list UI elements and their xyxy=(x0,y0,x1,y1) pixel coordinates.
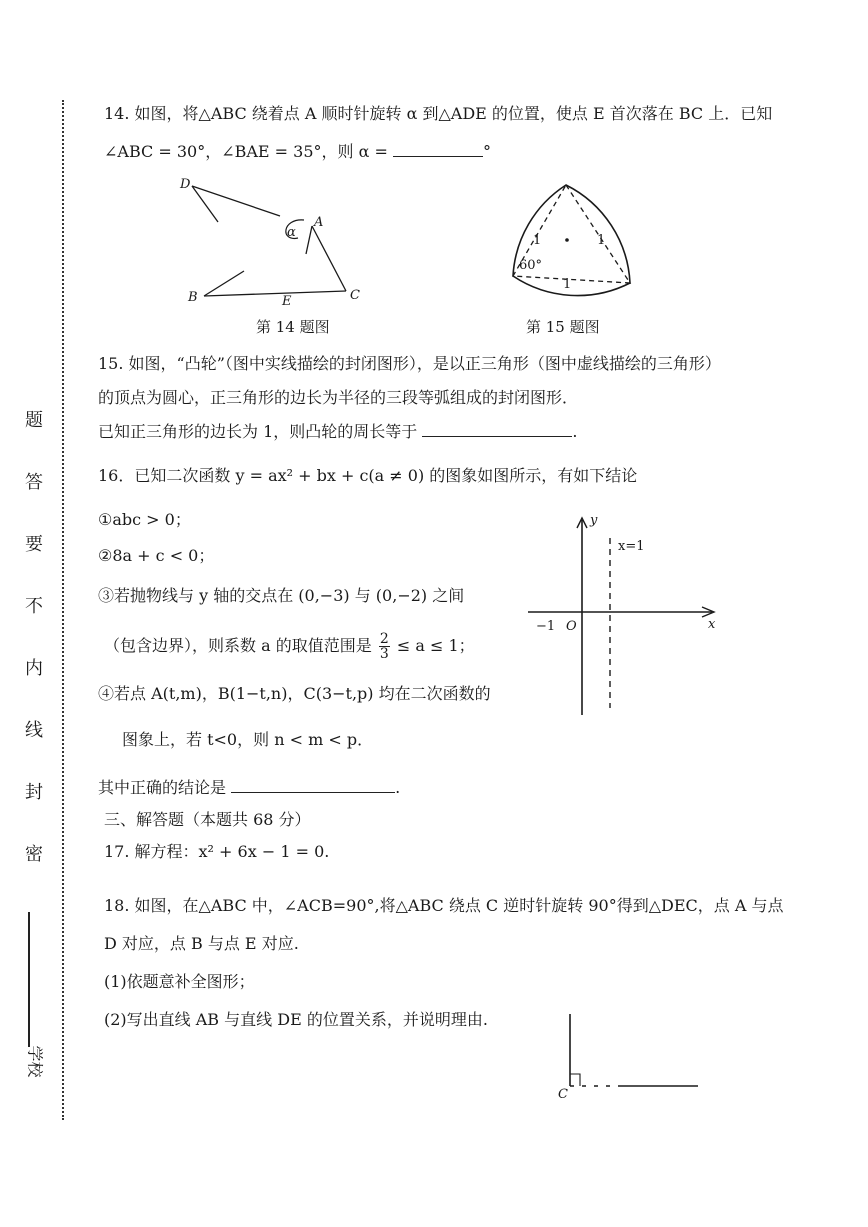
binding-char: 内 xyxy=(25,658,43,679)
q14-answer-blank[interactable] xyxy=(393,140,483,157)
q15-period: . xyxy=(572,422,578,441)
side-label-bottom: 1 xyxy=(563,277,572,292)
label-D: D xyxy=(180,177,191,192)
segment-DA xyxy=(192,186,280,216)
q15-text-line3 xyxy=(98,420,577,442)
binding-fill-line xyxy=(28,912,30,1047)
q16-conclusion-2: ②8a + c < 0； xyxy=(98,546,215,565)
binding-seal-text xyxy=(22,412,46,908)
q16-answer-prompt: 其中正确的结论是 xyxy=(98,778,227,797)
label-C: C xyxy=(558,1087,568,1102)
q16-conclusion-4a: ④若点 A(t,m)，B(1−t,n)，C(3−t,p) 均在二次函数的 xyxy=(98,684,491,703)
q16-period: . xyxy=(395,778,401,797)
q14-condition: ∠ABC = 30°，∠BAE = 35°，则 α = xyxy=(104,142,388,161)
segment-BA-partial xyxy=(204,271,244,296)
label-A: A xyxy=(314,215,324,230)
q15-caption: 第 15 题图 xyxy=(526,318,600,336)
binding-char: 线 xyxy=(25,720,43,741)
q18-text-line1: 18. 如图，在△ABC 中，∠ACB=90°,将△ABC 绕点 C 逆时针旋转 90°得到△DEC，点 A 与点 xyxy=(104,896,784,915)
label-C: C xyxy=(350,288,360,303)
q15-answer-blank[interactable] xyxy=(422,420,572,437)
binding-school-label: 学校 xyxy=(25,1045,45,1078)
fraction-numerator: 2 xyxy=(379,631,389,647)
fraction-two-thirds xyxy=(379,632,390,661)
q18-part2: (2)写出直线 AB 与直线 DE 的位置关系，并说明理由. xyxy=(104,1010,488,1029)
q16-answer-line xyxy=(98,776,400,798)
q15-text-line2: 的顶点为圆心，正三角形的边长为半径的三段等弧组成的封闭图形． xyxy=(98,388,579,407)
right-angle-mark xyxy=(570,1074,580,1086)
q16-conclusion-1: ①abc > 0； xyxy=(98,510,191,529)
symmetry-axis-label: x=1 xyxy=(618,539,645,554)
segment-AE-partial xyxy=(306,226,312,254)
side-label-left: 1 xyxy=(533,233,542,248)
q14-text-line2 xyxy=(104,140,491,162)
origin-label: O xyxy=(566,619,577,634)
label-E: E xyxy=(282,294,292,309)
binding-dotted-line xyxy=(62,100,64,1120)
binding-char: 要 xyxy=(25,534,43,555)
q14-degree: ° xyxy=(483,142,492,161)
section3-title: 三、解答题（本题共 68 分） xyxy=(104,810,311,829)
x-axis-label: x xyxy=(708,617,716,632)
q14-figure xyxy=(170,170,370,315)
binding-char: 密 xyxy=(25,844,43,865)
q15-question: 已知正三角形的边长为 1，则凸轮的周长等于 xyxy=(98,422,418,441)
q16-answer-blank[interactable] xyxy=(231,776,395,793)
q16-conclusion-4b: 图象上，若 t<0，则 n < m < p． xyxy=(122,730,374,749)
label-B: B xyxy=(188,290,198,305)
binding-char: 题 xyxy=(25,410,43,431)
q16-range-end: ≤ a ≤ 1； xyxy=(396,636,475,655)
neg-one-tick: −1 xyxy=(536,619,556,634)
fraction-denominator: 3 xyxy=(379,646,389,662)
q15-figure xyxy=(505,178,645,303)
q16-range-text: （包含边界），则系数 a 的取值范围是 xyxy=(104,636,372,655)
binding-char: 不 xyxy=(25,596,43,617)
q14-text-line1: 14. 如图，将△ABC 绕着点 A 顺时针旋转 α 到△ADE 的位置，使点 E 首次落在 BC 上．已知 xyxy=(104,104,773,123)
binding-char: 封 xyxy=(25,782,43,803)
segment-BC xyxy=(204,291,346,296)
center-dot xyxy=(565,238,569,242)
binding-char: 答 xyxy=(25,472,43,493)
q18-part1: (1)依题意补全图形； xyxy=(104,972,255,991)
q18-text-line2: D 对应，点 B 与点 E 对应. xyxy=(104,934,299,953)
q14-caption: 第 14 题图 xyxy=(256,318,330,336)
q16-graph xyxy=(520,510,730,720)
side-label-right: 1 xyxy=(597,233,606,248)
segment-AC xyxy=(312,226,346,291)
q16-text-line1: 16．已知二次函数 y = ax² + bx + c(a ≠ 0) 的图象如图所示，有如下结论 xyxy=(98,466,638,485)
q17-text: 17. 解方程：x² + 6x − 1 = 0. xyxy=(104,842,330,861)
q15-text-line1: 15. 如图，“凸轮”（图中实线描绘的封闭图形），是以正三角形（图中虚线描绘的三角形） xyxy=(98,354,721,373)
segment-D-mark xyxy=(192,186,218,222)
y-axis-label: y xyxy=(590,513,598,528)
q16-conclusion-3a: ③若抛物线与 y 轴的交点在 (0,−3) 与 (0,−2) 之间 xyxy=(98,586,465,605)
label-alpha: α xyxy=(287,225,296,240)
angle-label: 60° xyxy=(519,258,543,273)
q16-conclusion-3b xyxy=(104,632,475,661)
q18-figure xyxy=(552,1010,712,1105)
